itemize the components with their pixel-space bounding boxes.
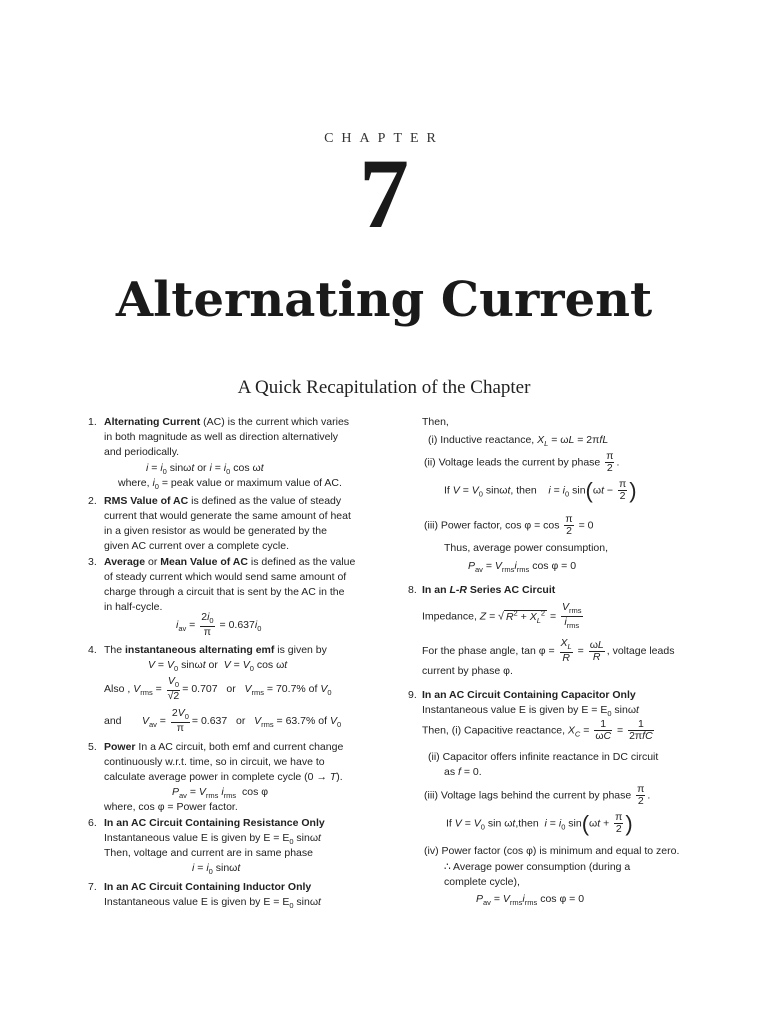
text-line: Then, voltage and current are in same phase — [104, 847, 313, 859]
text-line: (iv) Power factor (cos φ) is minimum and equal to zero. — [424, 845, 680, 857]
text-line: as f = 0. — [444, 766, 482, 778]
item-number: 1. — [88, 416, 97, 428]
equation: Then, (i) Capacitive reactance, $X_C$ = $\frac{1}{\omega C}$ = $\frac{1}{\text{2πfC}}$ — [422, 718, 653, 742]
equation: $P_{av} = V_{rms}$ $i_{rms}$ cos φ — [172, 786, 269, 801]
text-line: Then, — [422, 416, 449, 428]
text-line: Thus, average power consumption, — [444, 542, 609, 554]
equation: $P_{av} = V_{rms}i_{rms}$ cos φ = 0 — [468, 560, 577, 575]
item-number: 5. — [88, 741, 97, 753]
equation: and $V_{av}$ = $\frac{2V_0}{\pi}$ = 0.637 or $V_{rms} = 63.7\%$ of $V_0$ — [104, 707, 342, 735]
text-line: (iii) Voltage lags behind the current by phase $\frac{\pi}{2}$ . — [424, 783, 651, 807]
text-line: of steady current which would send same amount of — [104, 571, 347, 583]
item-number: 7. — [88, 881, 97, 893]
text-line: (ii) Capacitor offers infinite reactance in DC circuit — [428, 751, 659, 763]
text-line: calculate average power in complete cycle (0 → T). — [104, 771, 343, 783]
text-line: continuously w.r.t. time, so in circuit, we have to — [104, 756, 325, 768]
chapter-title: Alternating Current — [115, 272, 653, 328]
item-4-heading: The instantaneous alternating emf is given by — [104, 644, 327, 656]
text-line: and periodically. — [104, 446, 180, 458]
equation: (iii) Power factor, cos φ = cos $\frac{\pi}{2}$ = 0 — [424, 513, 594, 537]
text-line: Instantaneous value E is given by $E = E_0$ sinωt — [422, 704, 639, 719]
text-line: ∴ Average power consumption (during a — [444, 861, 631, 873]
text-line: charge through a circuit that is sent by the AC in the — [104, 586, 345, 598]
item-number: 4. — [88, 644, 97, 656]
item-8-heading: In an L-R Series AC Circuit — [422, 584, 556, 596]
chapter-number: 7 — [359, 138, 409, 249]
text-line: given AC current over a complete cycle. — [104, 540, 290, 552]
text-line: in both magnitude as well as direction alternatively — [104, 431, 339, 443]
text-line: complete cycle), — [444, 876, 520, 888]
equation: $i_{av}$ = $\frac{2i_0}{\pi}$ = $0.637i_0$ — [176, 611, 262, 639]
chapter-label: CHAPTER — [324, 131, 444, 146]
item-number: 3. — [88, 556, 97, 568]
equation: Impedance, Z = √ $R^2 + X_L^2$ = $\frac{V_{rms}}{i_{rms}}$ — [422, 601, 582, 631]
item-1-heading: Alternating Current (AC) is the current which varies — [104, 416, 350, 428]
equation: Also , $V_{rms}$ = $\frac{V_0}{√2}$ = 0.707 or $V_{rms} = 70.7\%$ of $V_0$ — [104, 675, 332, 703]
item-7-heading: In an AC Circuit Containing Inductor Only — [104, 881, 312, 893]
chapter-subtitle: A Quick Recapitulation of the Chapter — [237, 377, 531, 398]
text-line: (ii) Voltage leads the current by phase $\frac{\pi}{2}$ . — [424, 450, 620, 474]
equation: For the phase angle, tan φ = $\frac{X_L}{R}$ = $\frac{\omega L}{R}$ , voltage leads — [422, 637, 675, 665]
text-line: Instantaneous value E is given by $E = E_0$ sinωt — [104, 896, 321, 911]
item-number: 6. — [88, 817, 97, 829]
equation: If $V = V_0$ sin ωt,then $i = i_0$ sin(ωt + $\frac{\pi}{2}$ ) — [446, 810, 633, 836]
text-line: where, $i_0$ = peak value or maximum value of AC. — [118, 477, 342, 492]
equation: $V = V_0$ sinωt or $V = V_0$ cos ωt — [148, 659, 288, 674]
text-line: current by phase φ. — [422, 665, 513, 677]
text-line: current that would generate the same amount of heat — [104, 510, 351, 522]
item-3-heading: Average or Mean Value of AC is defined as the value — [104, 556, 356, 568]
equation: $P_{av} = V_{rms}i_{rms}$ cos φ = 0 — [476, 893, 585, 908]
equation: (i) Inductive reactance, $X_L = \omega L = 2\pi fL$ — [428, 434, 609, 449]
item-2-heading: RMS Value of AC is defined as the value of steady — [104, 495, 342, 507]
text-line: Instantaneous value E is given by $E = E_0$ sinωt — [104, 832, 321, 847]
equation: If $V = V_0$ sinωt, then $i = i_0$ sin(ωt − $\frac{\pi}{2}$ ) — [444, 477, 637, 503]
item-number: 8. — [408, 584, 417, 596]
item-6-heading: In an AC Circuit Containing Resistance Only — [104, 817, 325, 829]
item-number: 9. — [408, 689, 417, 701]
equation: $i = i_0$ sinωt — [192, 862, 241, 877]
text-line: where, cos φ = Power factor. — [104, 801, 238, 813]
text-line: in a given resistor as would be generated by the — [104, 525, 327, 537]
item-number: 2. — [88, 495, 97, 507]
text-line: in half-cycle. — [104, 601, 163, 613]
item-9-heading: In an AC Circuit Containing Capacitor Only — [422, 689, 636, 701]
item-5-heading: Power In a AC circuit, both emf and current change — [104, 741, 344, 753]
equation: $i = i_0$ sinωt or $i = i_0$ cos ωt — [146, 462, 264, 477]
